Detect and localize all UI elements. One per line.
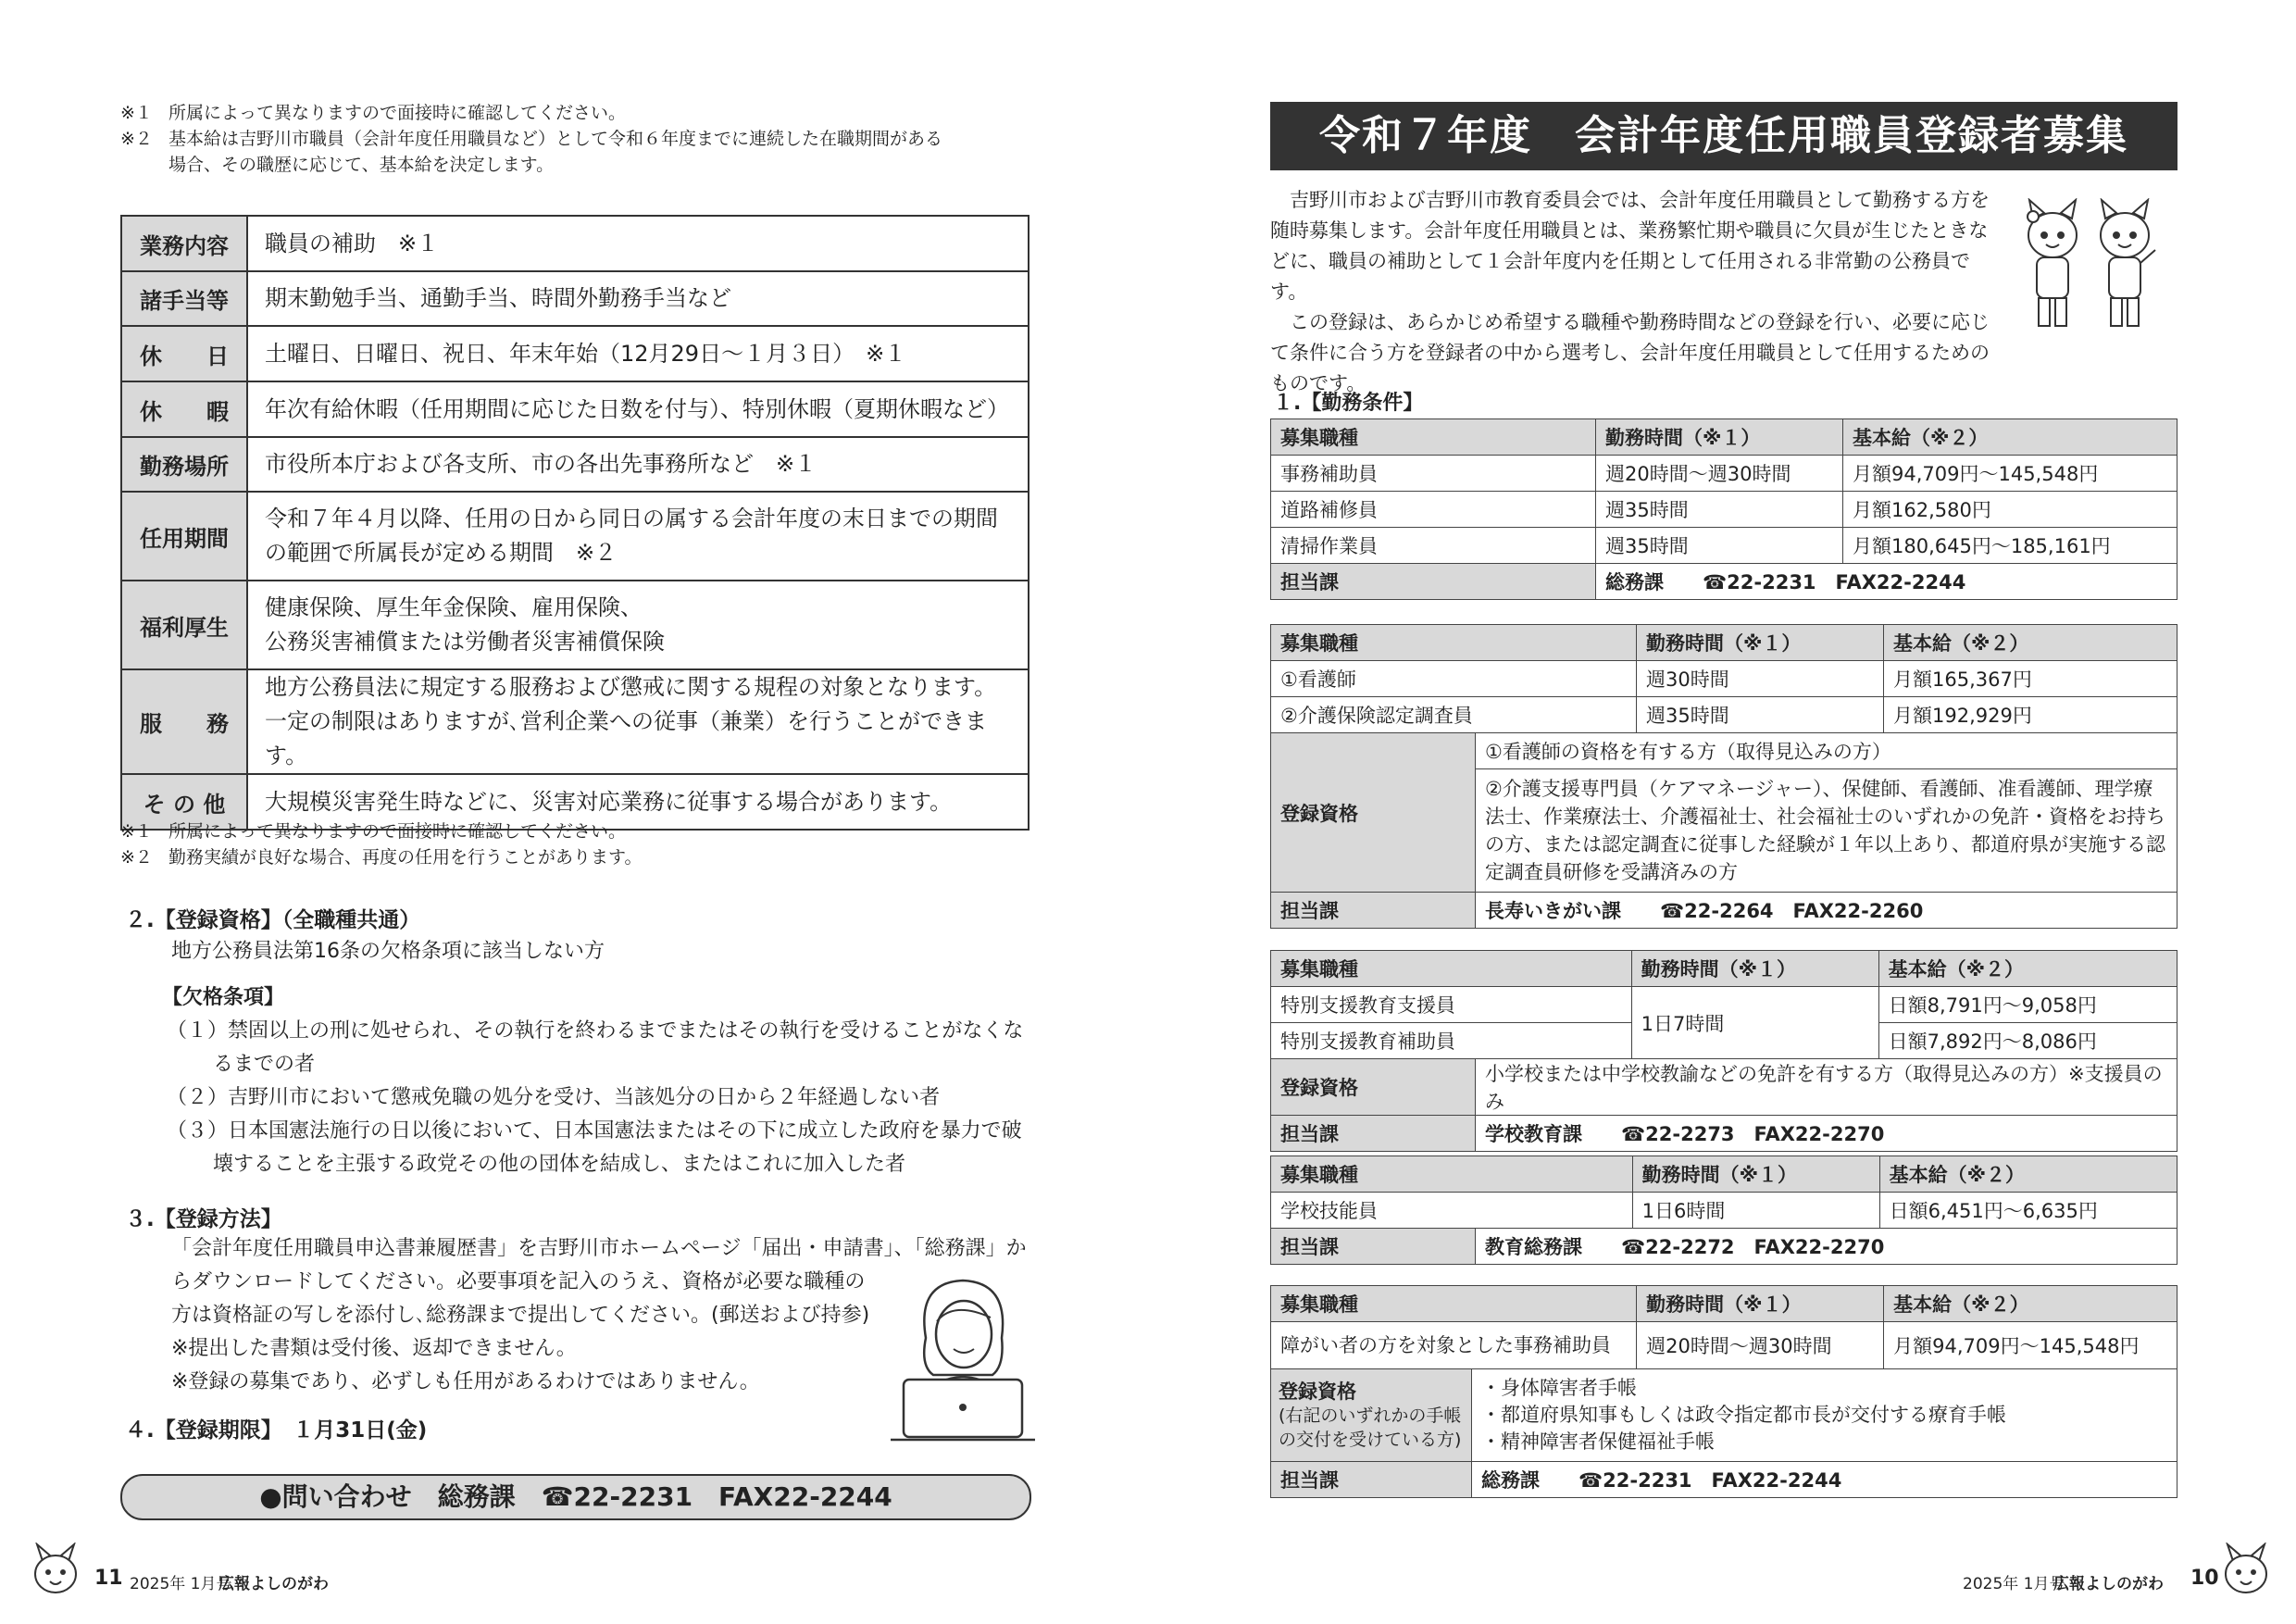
qualification-row: 登録資格 小学校または中学校教諭などの免許を有する方（取得見込みの方）※支援員のみ bbox=[1271, 1059, 2177, 1116]
section-3: ３.【登録方法】 「会計年度任用職員申込書兼履歴書」を吉野川市ホームページ「届出・申請書」、「総務課」か らダウンロードしてください。必要事項を記入のうえ、資格が必要な職種の 方は資格証の写しを添付し､総務課まで提出してください。(郵送および持参) ※提出した書類は受付後、返却できません。 ※登録の募集であり、必ずしも任用があるわけではありません。 bbox=[125, 1202, 1032, 1399]
mascots-illustration bbox=[2020, 198, 2159, 335]
bottom-notes: ※１ 所属によって異なりますので面接時に確認してください。 ※２ 勤務実績が良好な場合、再度の任用を行うことがあります。 bbox=[120, 821, 643, 868]
table-row: ②介護保険認定調査員 週35時間 月額192,929円 bbox=[1271, 697, 2177, 733]
table-row: 諸手当等 期末勤勉手当、通勤手当、時間外勤務手当など bbox=[121, 271, 1029, 326]
section-2-title: ２.【登録資格】（全職種共通） bbox=[125, 908, 421, 932]
tanto-row: 担当課 総務課 ☎22-2231 FAX22-2244 bbox=[1271, 1462, 2177, 1498]
list-item: （３）日本国憲法施行の日以後において、日本国憲法またはその下に成立した政府を暴力で破壊することを主張する政党その他の団体を結成し、またはこれに加入した者 bbox=[167, 1119, 1022, 1176]
table-header: 募集職種 勤務時間（※１） 基本給（※２） bbox=[1271, 419, 2177, 456]
tanto-row: 担当課 学校教育課 ☎22-2273 FAX22-2270 bbox=[1271, 1116, 2177, 1152]
table-row: 清掃作業員 週35時間 月額180,645円～185,161円 bbox=[1271, 528, 2177, 564]
page-number: 11 bbox=[94, 1567, 123, 1590]
section-2 bbox=[125, 903, 1032, 1181]
table-header: 募集職種 勤務時間（※１） 基本給（※２） bbox=[1271, 1286, 2177, 1322]
mascot-icon bbox=[30, 1543, 81, 1596]
table-row: 服 務 地方公務員法に規定する服務および懲戒に関する規程の対象となります。 一定の制限はありますが､営利企業への従事（兼業）を行うことができます。 bbox=[121, 669, 1029, 774]
table-row: ①看護師 週30時間 月額165,367円 bbox=[1271, 661, 2177, 697]
intro-text: 吉野川市および吉野川市教育委員会では、会計年度任用職員として勤務する方を 随時募集します。会計年度任用職員とは、業務繁忙期や職員に欠員が生じたときな どに、職員の補助として１会計年度内を任期として任用される非常勤の公務員です。 この登録は、あらかじめ希望する職種や勤務時間などの登録を行い、必要に応じ て条件に合う方を登録者の中から選考し、会計年度任用職員として任用するための ものです。 bbox=[1270, 189, 1990, 394]
table-header: 募集職種 勤務時間（※１） 基本給（※２） bbox=[1271, 1156, 2177, 1193]
job-table-4 bbox=[1270, 1156, 2177, 1265]
table-row: 学校技能員 1日6時間 日額6,451円～6,635円 bbox=[1271, 1193, 2177, 1229]
contact-banner: ●問い合わせ 総務課 ☎22-2231 FAX22-2244 bbox=[120, 1474, 1031, 1520]
section-4-title: ４.【登録期限】 １月31日(金) bbox=[125, 1418, 428, 1443]
table-header: 募集職種 勤務時間（※１） 基本給（※２） bbox=[1271, 625, 2177, 661]
list-item: （１）禁固以上の刑に処せられ、その執行を終わるまでまたはその執行を受けることがなくなるまでの者 bbox=[167, 1019, 1024, 1076]
tanto-row: 担当課 長寿いきがい課 ☎22-2264 FAX22-2260 bbox=[1271, 893, 2177, 929]
note-1: ※１ 所属によって異なりますので面接時に確認してください。 bbox=[120, 103, 627, 123]
issue-label: 2025年 1月号 bbox=[1963, 1575, 2065, 1593]
publication-name: 広報よしのがわ bbox=[218, 1575, 329, 1593]
table-row: そ の 他 大規模災害発生時などに、災害対応業務に従事する場合があります。 bbox=[121, 774, 1029, 830]
section-2-sub: 【欠格条項】 bbox=[162, 986, 285, 1009]
table-row: 休 暇 年次有給休暇（任用期間に応じた日数を付与）、特別休暇（夏期休暇など） bbox=[121, 381, 1029, 437]
job-table-2 bbox=[1270, 624, 2177, 929]
table-row: 道路補修員 週35時間 月額162,580円 bbox=[1271, 492, 2177, 528]
job-table-5 bbox=[1270, 1285, 2177, 1498]
table-row: 業務内容 職員の補助 ※１ bbox=[121, 216, 1029, 271]
section-3-title: ３.【登録方法】 bbox=[125, 1207, 282, 1231]
table-header: 募集職種 勤務時間（※１） 基本給（※２） bbox=[1271, 951, 2177, 987]
mascot-icon bbox=[2220, 1543, 2272, 1596]
table-row: 障がい者の方を対象とした事務補助員 週20時間～週30時間 月額94,709円～145,548円 bbox=[1271, 1322, 2177, 1369]
tanto-row: 担当課 総務課 ☎22-2231 FAX22-2244 bbox=[1271, 564, 2177, 600]
list-item: （２）吉野川市において懲戒免職の処分を受け、当該処分の日から２年経過しない者 bbox=[167, 1086, 941, 1109]
top-notes bbox=[120, 100, 942, 178]
conditions-table bbox=[120, 215, 1029, 831]
tanto-row: 担当課 教育総務課 ☎22-2272 FAX22-2270 bbox=[1271, 1229, 2177, 1265]
table-row: 事務補助員 週20時間～週30時間 月額94,709円～145,548円 bbox=[1271, 456, 2177, 492]
page-title: 令和７年度 会計年度任用職員登録者募集 bbox=[1270, 102, 2177, 170]
woman-laptop-illustration bbox=[889, 1273, 1037, 1449]
table-row: 休 日 土曜日、日曜日、祝日、年末年始（12月29日～１月３日） ※１ bbox=[121, 326, 1029, 381]
qualification-row: 登録資格 (右記のいずれかの手帳の交付を受けている方) ・身体障害者手帳 ・都道府県知事もしくは政令指定都市長が交付する療育手帳 ・精神障害者保健福祉手帳 bbox=[1271, 1369, 2177, 1462]
section-2-body: 地方公務員法第16条の欠格条項に該当しない方 bbox=[171, 940, 605, 963]
table-row: 勤務場所 市役所本庁および各支所、市の各出先事務所など ※１ bbox=[121, 437, 1029, 492]
qualification-row: 登録資格 ①看護師の資格を有する方（取得見込みの方） bbox=[1271, 733, 2177, 769]
publication-name: 広報よしのがわ bbox=[2053, 1575, 2164, 1593]
issue-label: 2025年 1月号 bbox=[130, 1575, 232, 1593]
qualification-row: ②介護支援専門員（ケアマネージャー）、保健師、看護師、准看護師、理学療法士、作業療法士、介護福祉士、社会福祉士のいずれかの免許・資格をお持ちの方、または認定調査に従事した経験が１年以上あり、都道府県が実施する認定調査員研修を受講済みの方 bbox=[1271, 769, 2177, 893]
table-row: 特別支援教育支援員 1日7時間 日額8,791円～9,058円 bbox=[1271, 987, 2177, 1023]
table-row: 福利厚生 健康保険、厚生年金保険、雇用保険、 公務災害補償または労働者災害補償保険 bbox=[121, 581, 1029, 669]
note-2: ※２ 基本給は吉野川市職員（会計年度任用職員など）として令和６年度までに連続した在職期間がある bbox=[120, 129, 943, 149]
page-number: 10 bbox=[2190, 1567, 2219, 1590]
job-table-3 bbox=[1270, 950, 2177, 1152]
table-row: 任用期間 令和７年４月以降、任用の日から同日の属する会計年度の末日までの期間 の範囲で所属長が定める期間 ※２ bbox=[121, 492, 1029, 581]
table-row: 特別支援教育補助員 日額7,892円～8,086円 bbox=[1271, 1023, 2177, 1059]
section-1-title: １.【勤務条件】 bbox=[1273, 392, 1424, 415]
note-2-cont: 場合、その職歴に応じて、基本給を決定します。 bbox=[168, 155, 555, 175]
job-table-1 bbox=[1270, 418, 2177, 600]
